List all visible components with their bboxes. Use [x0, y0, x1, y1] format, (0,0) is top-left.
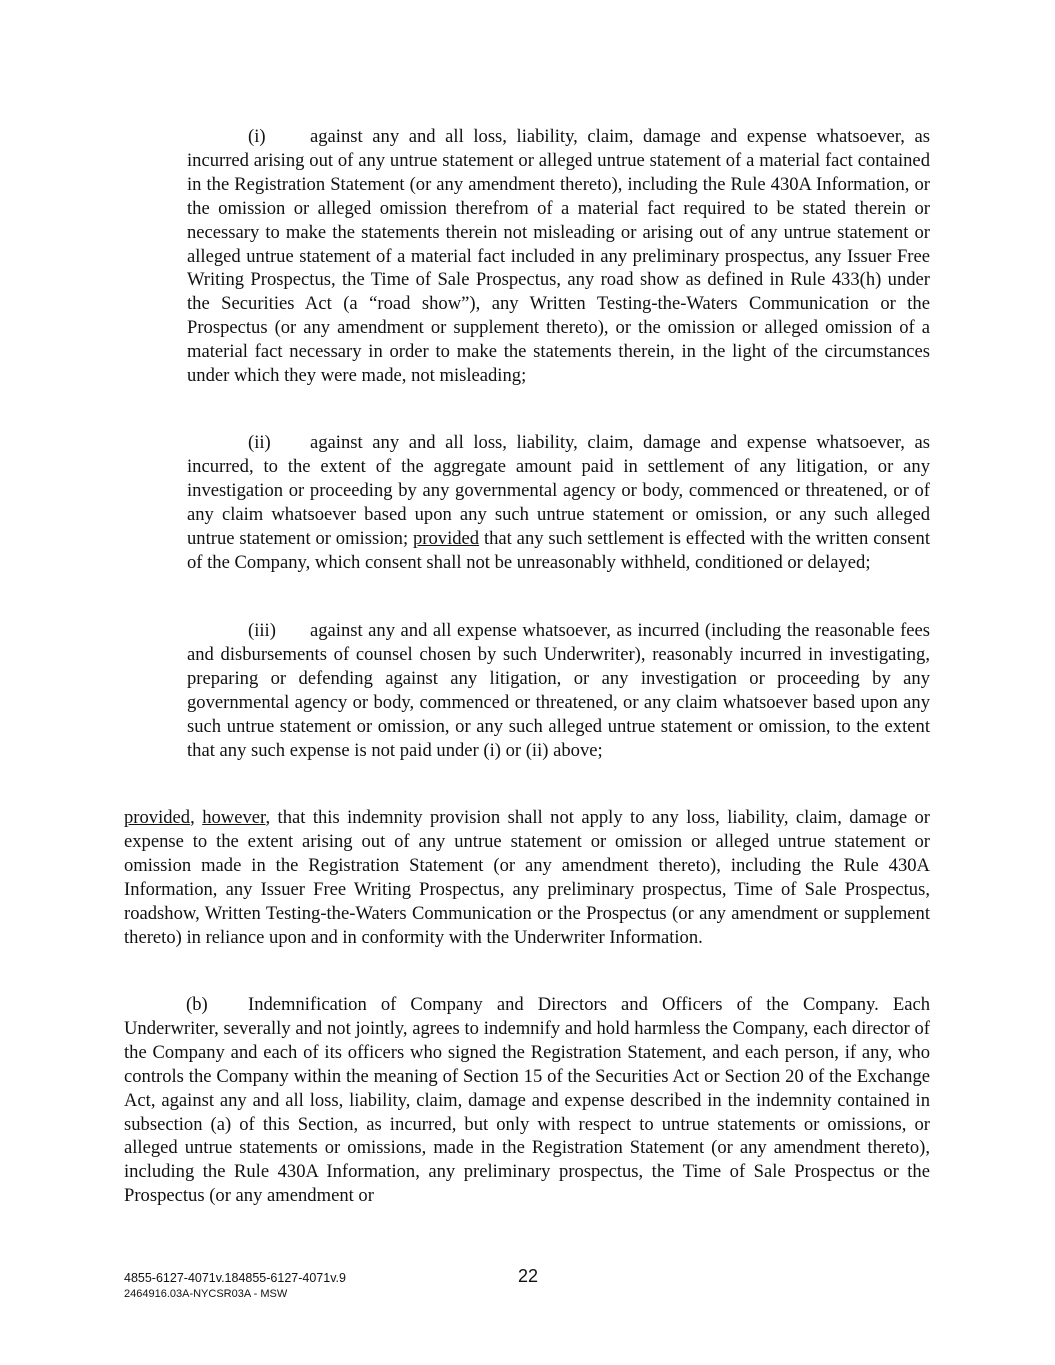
- footer-document-id: 4855-6127-4071v.184855-6127-4071v.9: [124, 1271, 346, 1285]
- however-underlined: however: [202, 807, 266, 828]
- paragraph-b: [124, 993, 930, 1208]
- paragraph-text: against any and all expense whatsoever, as incurred (including the reasonable fees and disbursements of counsel chosen by such Underwriter), reasonably incurred in investigating, preparing or defending against any litigation, or any investigation or proceeding by any governmental agency or body, commenced or threatened, or any claim whatsoever based upon any such untrue statement or omission, or any such alleged untrue statement or omission, to the extent that any such expense is not paid under (i) or (ii) above;: [187, 620, 930, 761]
- paragraph-text: , that this indemnity provision shall not apply to any loss, liability, claim, damage or expense to the extent arising out of any untrue statement or omission or alleged untrue statement or omission made in the Registration Statement (or any amendment thereto), including the Rule 430A Information, any Issuer Free Writing Prospectus, any preliminary prospectus, Time of Sale Prospectus, roadshow, Written Testing-the-Waters Communication or the Prospectus (or any amendment or supplement thereto) in reliance upon and in conformity with the Underwriter Information.: [124, 807, 930, 948]
- footer-document-id-secondary: 2464916.03A-NYCSR03A - MSW: [124, 1288, 288, 1300]
- comma: ,: [190, 807, 195, 828]
- provided-underlined: provided: [412, 527, 480, 549]
- paragraph-text: against any and all loss, liability, claim, damage and expense whatsoever, as incurred arising out of any untrue statement or alleged untrue statement of a material fact contained in the Registration Statement (or any amendment thereto), including the Rule 430A Information, or the omission or alleged omission therefrom of a material fact required to be stated therein or necessary to make the statements therein not misleading or arising out of any untrue statement or alleged untrue statement of a material fact included in any preliminary prospectus, any Issuer Free Writing Prospectus, the Time of Sale Prospectus, any road show as defined in Rule 433(h) under the Securities Act (a “road show”), any Written Testing-the-Waters Communication or the Prospectus (or any amendment or supplement thereto), or the omission or alleged omission of a material fact necessary in order to make the statements therein, in the light of the circumstances under which they were made, not misleading;: [187, 126, 930, 387]
- paragraph-i: [187, 125, 930, 388]
- proviso-paragraph: [124, 806, 930, 949]
- paragraph-text-continued: that any such settlement is effected with the written consent of the Company, which consent shall not be unreasonably withheld, conditioned or delayed;: [187, 527, 930, 573]
- provided-underlined: provided: [124, 807, 191, 828]
- paragraph-number: (iii): [248, 620, 276, 641]
- paragraph-text: against any and all loss, liability, claim, damage and expense whatsoever, as incurred, to the extent of the aggregate amount paid in settlement of any litigation, or any investigation or proceeding by any governmental agency or body, commenced or threatened, or of any claim whatsoever based upon any such untrue statement or omission, or any such alleged untrue statement or omission;: [187, 432, 930, 549]
- paragraph-number: (b): [186, 994, 208, 1015]
- paragraph-text: Indemnification of Company and Directors and Officers of the Company. Each Underwriter, severally and not jointly, agrees to indemnify and hold harmless the Company, each director of the Company and each of its officers who signed the Registration Statement, and each person, if any, who controls the Company within the meaning of Section 15 of the Securities Act or Section 20 of the Exchange Act, against any and all loss, liability, claim, damage and expense described in the indemnity contained in subsection (a) of this Section, as incurred, but only with respect to untrue statements or omissions, or alleged untrue statements or omissions, made in the Registration Statement (or any amendment thereto), including the Rule 430A Information, any preliminary prospectus, the Time of Sale Prospectus or the Prospectus (or any amendment or: [124, 994, 930, 1207]
- paragraph-ii: [187, 431, 930, 574]
- paragraph-number: (ii): [248, 432, 271, 453]
- page-number: 22: [517, 1266, 539, 1286]
- paragraph-iii: [187, 619, 930, 762]
- paragraph-number: (i): [248, 126, 266, 147]
